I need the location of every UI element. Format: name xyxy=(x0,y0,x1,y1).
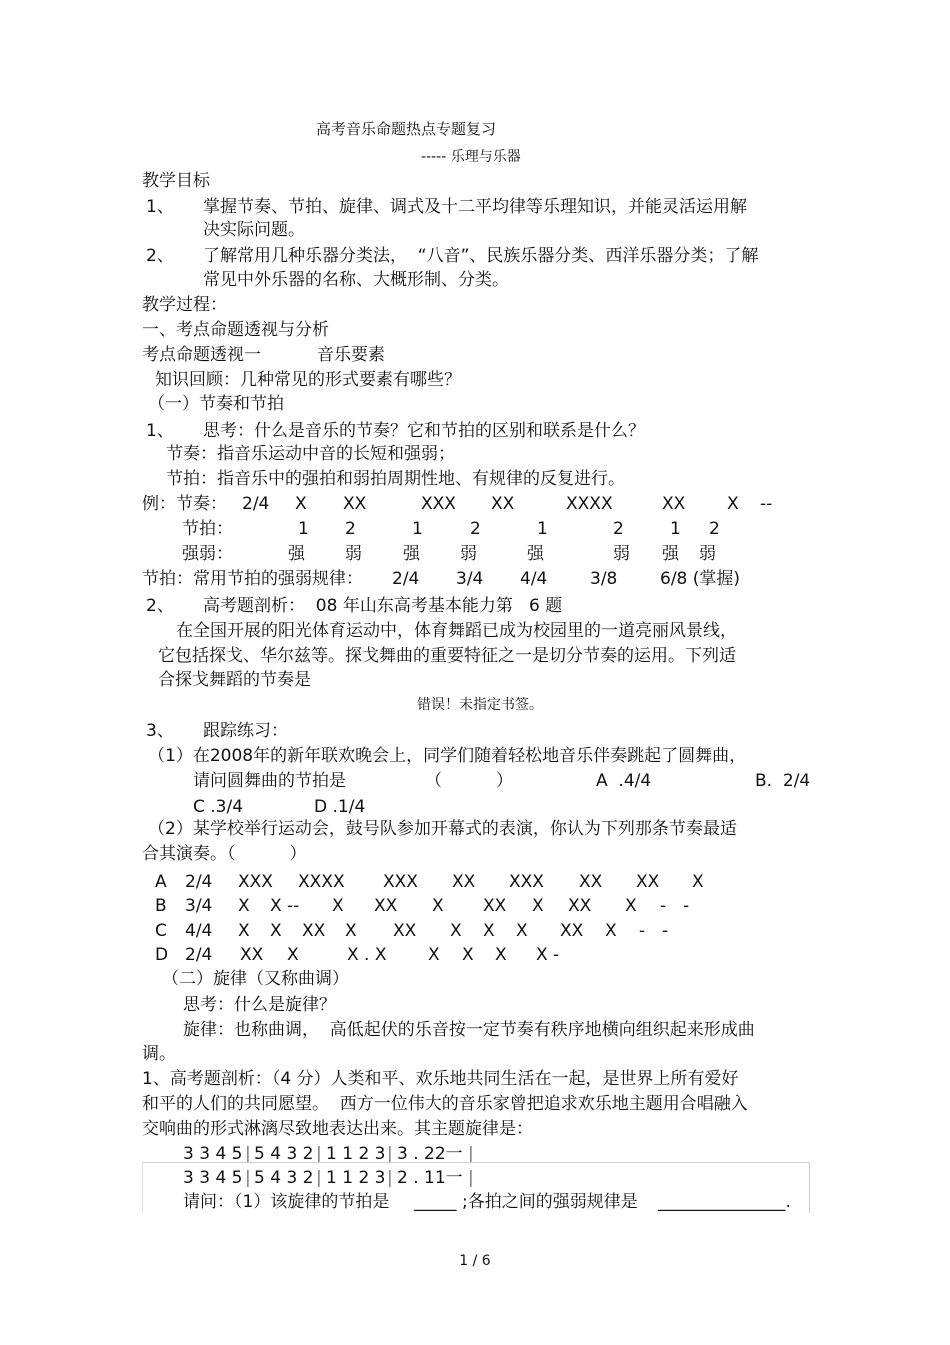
example-strength-cell: 弱 xyxy=(460,544,477,564)
rhythm-definition: 节奏：指音乐运动中音的长短和强弱； xyxy=(166,444,455,464)
question-1-option-d: D .1/4 xyxy=(314,797,366,817)
barline-icon: | xyxy=(468,1144,474,1164)
option-c-letter: C xyxy=(155,921,167,941)
option-b-cell: X -- xyxy=(270,896,300,916)
barline-icon: | xyxy=(387,1144,393,1164)
document-title: 高考音乐命题热点专题复习 xyxy=(316,120,497,138)
option-b-cell: X xyxy=(238,896,250,916)
option-b-cell: X xyxy=(332,896,344,916)
score-bar: 5 4 3 2 xyxy=(254,1168,314,1188)
score-bar: 3 3 4 5 xyxy=(183,1144,243,1164)
subsection-melody: （二）旋律（又称曲调） xyxy=(162,969,349,989)
exam-1-heading: 高考题剖析： 08 年山东高考基本能力第 6 题 xyxy=(203,596,563,616)
bookmark-error: 错误！未指定书签。 xyxy=(417,697,543,713)
example-rhythm-cell: X xyxy=(727,494,739,514)
option-d-cell: X . X xyxy=(347,945,387,965)
exam-2-text-line: 和平的人们的共同愿望。 西方一位伟大的音乐家曾把追求欢乐地主题用合唱融入 xyxy=(142,1094,748,1114)
example-rhythm-cell: XX xyxy=(491,494,515,514)
exam-1-text-line: 合探戈舞蹈的节奏是 xyxy=(158,670,311,690)
melody-definition-cont: 调。 xyxy=(142,1044,176,1064)
example-beat-cell: 1 xyxy=(298,519,309,539)
example-beat-cell: 1 xyxy=(537,519,548,539)
option-c-cell: - xyxy=(639,921,646,941)
example-beat-cell: 2 xyxy=(709,519,720,539)
option-d-time: 2/4 xyxy=(185,945,213,965)
example-rhythm-cell: XXXX xyxy=(566,494,613,514)
think-1-text: 思考：什么是音乐的节奏？它和节拍的区别和联系是什么？ xyxy=(203,421,645,441)
example-strength-cell: 强 xyxy=(662,544,679,564)
option-c-cell: X xyxy=(516,921,528,941)
answer-blank-1[interactable]: _____ xyxy=(414,1192,457,1212)
option-d-cell: X xyxy=(428,945,440,965)
question-1-text: （1）在2008年的新年联欢晚会上，同学们随着轻松地音乐伴奏跳起了圆舞曲， xyxy=(148,746,747,766)
option-a-cell: XX xyxy=(452,872,476,892)
score-bar: 1 1 2 3 xyxy=(326,1168,386,1188)
option-b-cell: XX xyxy=(568,896,592,916)
option-a-cell: XXX xyxy=(383,872,418,892)
example-strength-cell: 弱 xyxy=(699,544,716,564)
answer-blank-2[interactable]: _______________. xyxy=(658,1192,791,1212)
option-a-cell: X xyxy=(692,872,704,892)
meter-rule-item: 3/4 xyxy=(456,569,484,589)
question-text: 请问：（1）该旋律的节拍是 xyxy=(183,1192,390,1212)
question-2-text: （2）某学校举行运动会，鼓号队参加开幕式的表演，你认为下列那条节奏最适 xyxy=(148,819,737,839)
melody-definition: 旋律：也称曲调， 高低起伏的乐音按一定节奏有秩序地横向组织起来形成曲 xyxy=(183,1020,755,1040)
option-c-cell: X xyxy=(345,921,357,941)
option-a-cell: XXX xyxy=(238,872,273,892)
option-b-time: 3/4 xyxy=(185,896,213,916)
goal-2-text-cont: 常见中外乐器的名称、大概形制、分类。 xyxy=(203,270,509,290)
option-b-letter: B xyxy=(155,896,167,916)
score-bar: 3 . 22一 xyxy=(397,1144,463,1164)
option-b-cell: - xyxy=(660,896,667,916)
option-c-cell: X xyxy=(238,921,250,941)
exam-1-text-line: 它包括探戈、华尔兹等。探戈舞曲的重要特征之一是切分节奏的运用。下列适 xyxy=(158,646,736,666)
example-rhythm-cell: XX xyxy=(662,494,686,514)
example-strength-cell: 强 xyxy=(403,544,420,564)
example-beat-label: 节拍： xyxy=(182,519,233,539)
example-rhythm-cell: XXX xyxy=(421,494,456,514)
think-2-text: 思考：什么是旋律？ xyxy=(183,995,336,1015)
option-c-cell: X xyxy=(605,921,617,941)
example-strength-label: 强弱： xyxy=(182,544,233,564)
option-b-cell: X xyxy=(532,896,544,916)
example-strength-cell: 弱 xyxy=(613,544,630,564)
option-a-cell: XXXX xyxy=(298,872,345,892)
example-strength-cell: 强 xyxy=(527,544,544,564)
score-bar: 3 3 4 5 xyxy=(183,1168,243,1188)
example-strength-cell: 强 xyxy=(288,544,305,564)
goal-1-number: 1、 xyxy=(146,197,174,217)
practice-number: 3、 xyxy=(146,721,174,741)
knowledge-review: 知识回顾：几种常见的形式要素有哪些？ xyxy=(155,370,461,390)
example-beat-cell: 1 xyxy=(670,519,681,539)
example-rhythm-cell: X xyxy=(295,494,307,514)
meter-definition: 节拍：指音乐中的强拍和弱拍周期性地、有规律的反复进行。 xyxy=(166,469,625,489)
exam-2-text-line: 1、高考题剖析：（4 分）人类和平、欢乐地共同生活在一起，是世界上所有爱好 xyxy=(142,1069,739,1089)
example-rhythm-cell: -- xyxy=(760,494,773,514)
score-bar: 1 1 2 3 xyxy=(326,1144,386,1164)
example-strength-cell: 弱 xyxy=(345,544,362,564)
subsection-rhythm: （一）节奏和节拍 xyxy=(148,394,284,414)
barline-icon: | xyxy=(387,1168,393,1188)
exam-1-text-line: 在全国开展的阳光体育运动中，体育舞蹈已成为校园里的一道亮丽风景线， xyxy=(176,621,737,641)
exam-2-text-line: 交响曲的形式淋漓尽致地表达出来。其主题旋律是： xyxy=(142,1119,533,1139)
option-a-cell: XXX xyxy=(509,872,544,892)
goal-1-text: 掌握节奏、节拍、旋律、调式及十二平均律等乐理知识，并能灵活运用解 xyxy=(203,197,747,217)
exam-1-number: 2、 xyxy=(146,596,174,616)
option-b-cell: - xyxy=(683,896,690,916)
option-c-cell: XX xyxy=(302,921,326,941)
option-b-cell: XX xyxy=(483,896,507,916)
goal-1-text-cont: 决实际问题。 xyxy=(203,220,305,240)
example-rhythm-cell: XX xyxy=(343,494,367,514)
barline-icon: | xyxy=(316,1168,322,1188)
example-beat-cell: 1 xyxy=(412,519,423,539)
score-bar: 2 . 11一 xyxy=(397,1168,463,1188)
option-a-time: 2/4 xyxy=(185,872,213,892)
option-d-cell: X xyxy=(287,945,299,965)
example-beat-cell: 2 xyxy=(613,519,624,539)
think-1-number: 1、 xyxy=(146,421,174,441)
meter-rule-item: 4/4 xyxy=(520,569,548,589)
question-1-option-b: B. 2/4 xyxy=(755,771,811,791)
meter-rule-item: 2/4 xyxy=(392,569,420,589)
option-c-cell: X xyxy=(270,921,282,941)
option-c-cell: XX xyxy=(560,921,584,941)
meter-rule-item: 6/8 (掌握) xyxy=(660,569,741,589)
option-d-cell: X xyxy=(462,945,474,965)
goals-heading: 教学目标 xyxy=(142,171,210,191)
topic-1-label: 考点命题透视一 xyxy=(142,345,261,365)
option-a-cell: XX xyxy=(579,872,603,892)
barline-icon: | xyxy=(468,1168,474,1188)
goal-2-number: 2、 xyxy=(146,246,174,266)
option-d-letter: D xyxy=(155,945,169,965)
option-d-cell: X - xyxy=(536,945,560,965)
barline-icon: | xyxy=(316,1144,322,1164)
option-a-cell: XX xyxy=(636,872,660,892)
barline-icon: | xyxy=(245,1168,251,1188)
topic-1-title: 音乐要素 xyxy=(317,345,385,365)
example-beat-cell: 2 xyxy=(345,519,356,539)
option-c-cell: X xyxy=(483,921,495,941)
question-text-mid: ;各拍之间的强弱规律是 xyxy=(462,1192,638,1212)
barline-icon: | xyxy=(245,1144,251,1164)
option-b-cell: X xyxy=(625,896,637,916)
option-c-cell: - xyxy=(662,921,669,941)
question-1-text-cont: 请问圆舞曲的节拍是 xyxy=(193,771,346,791)
score-bar: 5 4 3 2 xyxy=(254,1144,314,1164)
option-d-cell: XX xyxy=(240,945,264,965)
example-rhythm-label: 例：节奏： xyxy=(142,494,227,514)
question-1-answer-paren: （ ） xyxy=(425,771,514,791)
option-b-cell: XX xyxy=(374,896,398,916)
option-c-cell: X xyxy=(450,921,462,941)
document-subtitle: ----- 乐理与乐器 xyxy=(421,149,521,165)
option-d-cell: X xyxy=(495,945,507,965)
option-b-cell: X xyxy=(432,896,444,916)
example-time-signature: 2/4 xyxy=(242,494,270,514)
option-c-time: 4/4 xyxy=(185,921,213,941)
page-number: 1 / 6 xyxy=(459,1253,491,1269)
question-2-text-cont: 合其演奏。（ ） xyxy=(142,844,307,864)
question-1-option-a: A .4/4 xyxy=(596,771,652,791)
practice-heading: 跟踪练习： xyxy=(203,721,288,741)
meter-rule-label: 节拍：常用节拍的强弱规律： xyxy=(142,569,363,589)
example-beat-cell: 2 xyxy=(470,519,481,539)
meter-rule-item: 3/8 xyxy=(590,569,618,589)
section-1-heading: 一、考点命题透视与分析 xyxy=(142,320,329,340)
option-a-letter: A xyxy=(155,872,167,892)
process-heading: 教学过程： xyxy=(142,295,227,315)
option-c-cell: XX xyxy=(393,921,417,941)
question-1-option-c: C .3/4 xyxy=(193,797,244,817)
goal-2-text: 了解常用几种乐器分类法， “八音”、民族乐器分类、西洋乐器分类；了解 xyxy=(203,246,759,266)
